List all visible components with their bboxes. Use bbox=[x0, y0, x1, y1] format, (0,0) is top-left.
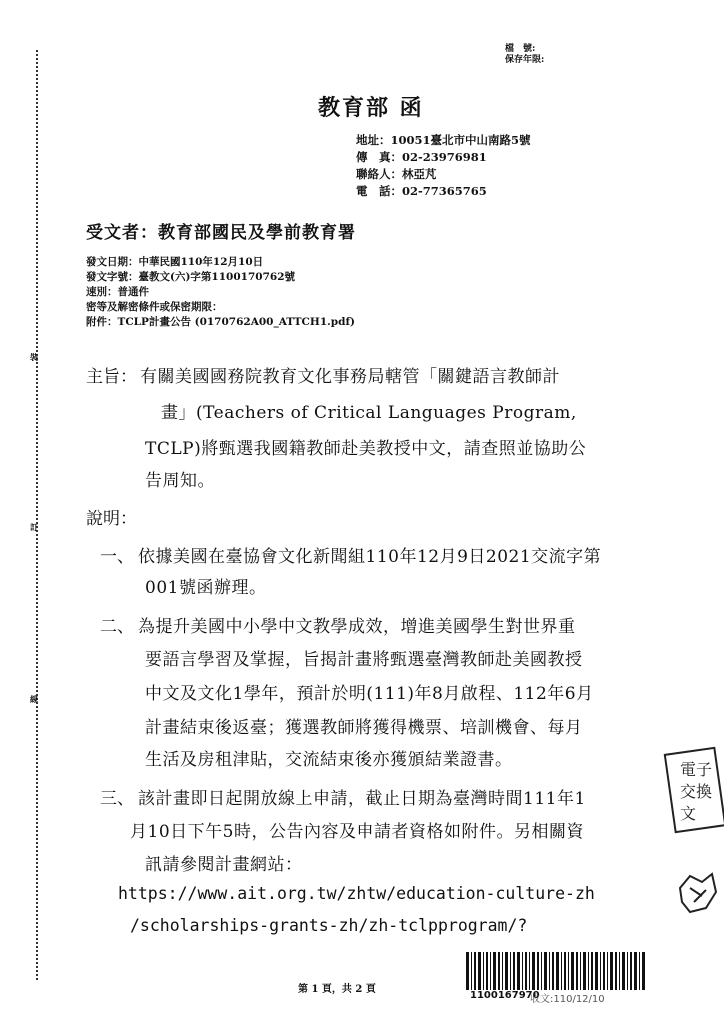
exchange-stamp-icon bbox=[660, 745, 724, 835]
binding-margin-line bbox=[36, 50, 42, 980]
issue-date: 發文日期：中華民國110年12月10日 bbox=[86, 256, 264, 268]
fold-mark-icon bbox=[672, 868, 722, 918]
program-url[interactable]: /scholarships-grants-zh/zh-tclpprogram/? bbox=[130, 916, 528, 935]
svg-text:交換: 交換 bbox=[680, 782, 713, 801]
item-line: 訊請參閱計畫網站： bbox=[145, 855, 303, 875]
speed: 速別：普通件 bbox=[86, 286, 149, 298]
doc-number-line: 發文字號：臺教文(六)字第1100170762號 bbox=[86, 271, 295, 283]
barcode-number: 1100167970 bbox=[470, 990, 540, 1001]
item-line: 為提升美國中小學中文教學成效，增進美國學生對世界重 bbox=[138, 617, 576, 637]
item-line: 月10日下午5時，公告內容及申請者資格如附件。另相關資 bbox=[130, 822, 584, 842]
attachment-link[interactable]: 附件：TCLP計畫公告 (0170762A00_ATTCH1.pdf) bbox=[86, 316, 355, 328]
item-line: 要語言學習及掌握，旨揭計畫將甄選臺灣教師赴美國教授 bbox=[145, 650, 583, 670]
phone: 電 話：02-77365765 bbox=[356, 184, 487, 198]
item-line: 中文及文化1學年，預計於明(111)年8月啟程、112年6月 bbox=[145, 684, 594, 704]
archive-no-label: 檔 號: bbox=[505, 44, 536, 54]
address: 地址：10051臺北市中山南路5號 bbox=[356, 133, 531, 147]
binding-char: 線 bbox=[30, 694, 38, 704]
barcode-icon bbox=[466, 952, 648, 990]
item-line: 該計畫即日起開放線上申請，截止日期為臺灣時間111年1 bbox=[138, 789, 586, 809]
meta-block bbox=[86, 255, 355, 330]
subject-line: 有關美國國務院教育文化事務局轄管「關鍵語言教師計 bbox=[140, 367, 560, 387]
program-url[interactable]: https://www.ait.org.tw/zhtw/education-culture-zh bbox=[118, 884, 595, 903]
contact-block bbox=[356, 132, 531, 200]
svg-text:文: 文 bbox=[680, 804, 697, 823]
archive-fields bbox=[505, 44, 544, 66]
item-line: 計畫結束後返臺；獲選教師將獲得機票、培訓機會、每月 bbox=[145, 718, 583, 738]
item-line: 001號函辦理。 bbox=[145, 578, 267, 598]
subject-line: 畫」(Teachers of Critical Languages Program, bbox=[161, 403, 577, 423]
item-number: 二、 bbox=[100, 617, 134, 637]
retention-label: 保存年限: bbox=[505, 55, 545, 65]
explanation-label: 說明： bbox=[86, 509, 137, 529]
subject-line: 告周知。 bbox=[145, 471, 215, 491]
contact-person: 聯絡人：林亞芃 bbox=[356, 167, 437, 181]
received-date: 收文:110/12/10 bbox=[530, 994, 605, 1005]
subject-line: TCLP)將甄選我國籍教師赴美教授中文，請查照並協助公 bbox=[145, 439, 587, 459]
page-indicator: 第 1 頁，共 2 頁 bbox=[298, 984, 376, 995]
item-number: 三、 bbox=[100, 789, 134, 809]
binding-char: 訂 bbox=[30, 522, 38, 532]
item-line: 生活及房租津貼，交流結束後亦獲頒結業證書。 bbox=[145, 750, 513, 770]
secrecy: 密等及解密條件或保密期限： bbox=[86, 301, 223, 313]
document-title: 教育部 函 bbox=[318, 95, 424, 121]
subject-label: 主旨： bbox=[86, 367, 137, 387]
binding-char: 裝 bbox=[30, 352, 38, 362]
recipient: 受文者：教育部國民及學前教育署 bbox=[86, 223, 356, 243]
item-line: 依據美國在臺協會文化新聞組110年12月9日2021交流字第 bbox=[138, 547, 602, 567]
svg-text:電子: 電子 bbox=[680, 760, 713, 779]
fax: 傳 真：02-23976981 bbox=[356, 150, 487, 164]
item-number: 一、 bbox=[100, 547, 134, 567]
